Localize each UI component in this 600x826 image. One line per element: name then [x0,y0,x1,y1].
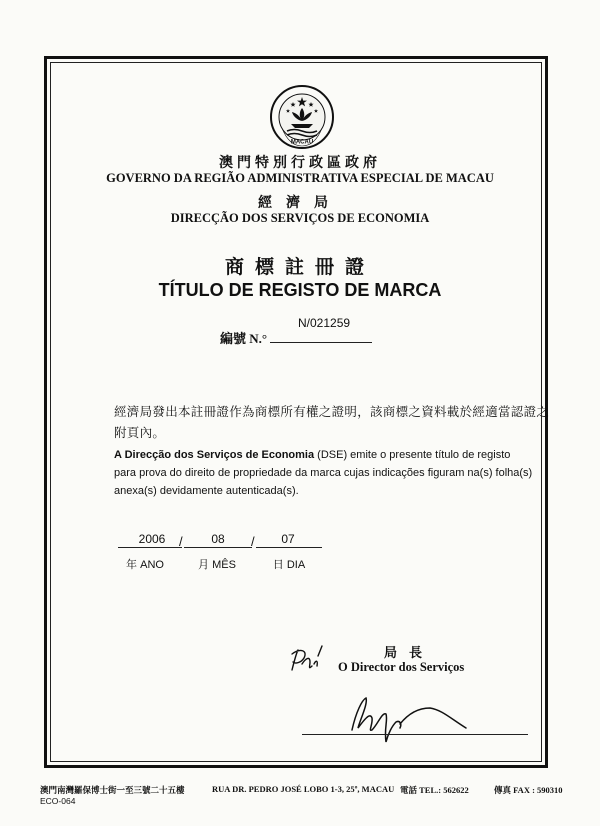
signature-line [302,734,528,735]
body-text-pt [114,446,534,500]
registration-number-value: N/021259 [298,316,351,330]
date-year-label: 年 ANO [126,559,164,571]
government-name-zh: 澳門特別行政區政府 [219,156,381,171]
macau-emblem-icon [269,84,335,150]
director-title-zh: 局長 [384,645,435,660]
department-name-pt: DIRECÇÃO DOS SERVIÇOS DE ECONOMIA [170,211,430,225]
footer-tel: 電話 TEL.: 562622 [400,785,469,795]
director-signature-icon [338,690,478,746]
document-title-zh: 商標註冊證 [224,256,375,278]
director-title-pt: O Director dos Serviços [338,660,465,674]
date-year-value: 2006 [138,532,166,546]
registration-number-underline [270,342,372,343]
body-text-pt-bold: A Direcção dos Serviços de Economia [114,449,315,461]
government-name-pt: GOVERNO DA REGIÃO ADMINISTRATIVA ESPECIAL DE MACAU [106,171,494,185]
date-slash-1: / [179,534,183,549]
date-year-line [118,547,182,548]
date-month-line [184,547,252,548]
date-day-value: 07 [281,532,295,546]
registration-number-label: 編號 N.° [220,331,268,346]
date-slash-2: / [251,534,255,549]
body-text-pt-rest: (DSE) emite o presente título de registo para prova do direito de propriedade da marca cujas indicações figuram na(s) folha(s) anexa(s) devidamente autenticada(s). [114,449,533,497]
body-text-zh: 經濟局發出本註冊證作為商標所有權之證明，該商標之資料載於經適當認證之附頁內。 [114,405,550,440]
document-title-pt: TÍTULO DE REGISTO DE MARCA [158,280,442,300]
initial-signature-icon [286,640,340,680]
date-month-value: 08 [211,532,225,546]
date-month-label: 月 MÊS [198,559,236,571]
department-name-zh: 經濟局 [258,196,342,211]
footer-fax: 傳真 FAX : 590310 [494,785,563,795]
footer-address-pt: RUA DR. PEDRO JOSÉ LOBO 1-3, 25º, MACAU [212,784,395,794]
svg-text:MACAU: MACAU [290,139,314,146]
footer-address-zh: 澳門南灣羅保博士街一至三號二十五樓 [40,785,185,795]
date-day-label: 日 DIA [272,559,306,571]
form-code: ECO-064 [40,796,76,806]
date-day-line [256,547,322,548]
